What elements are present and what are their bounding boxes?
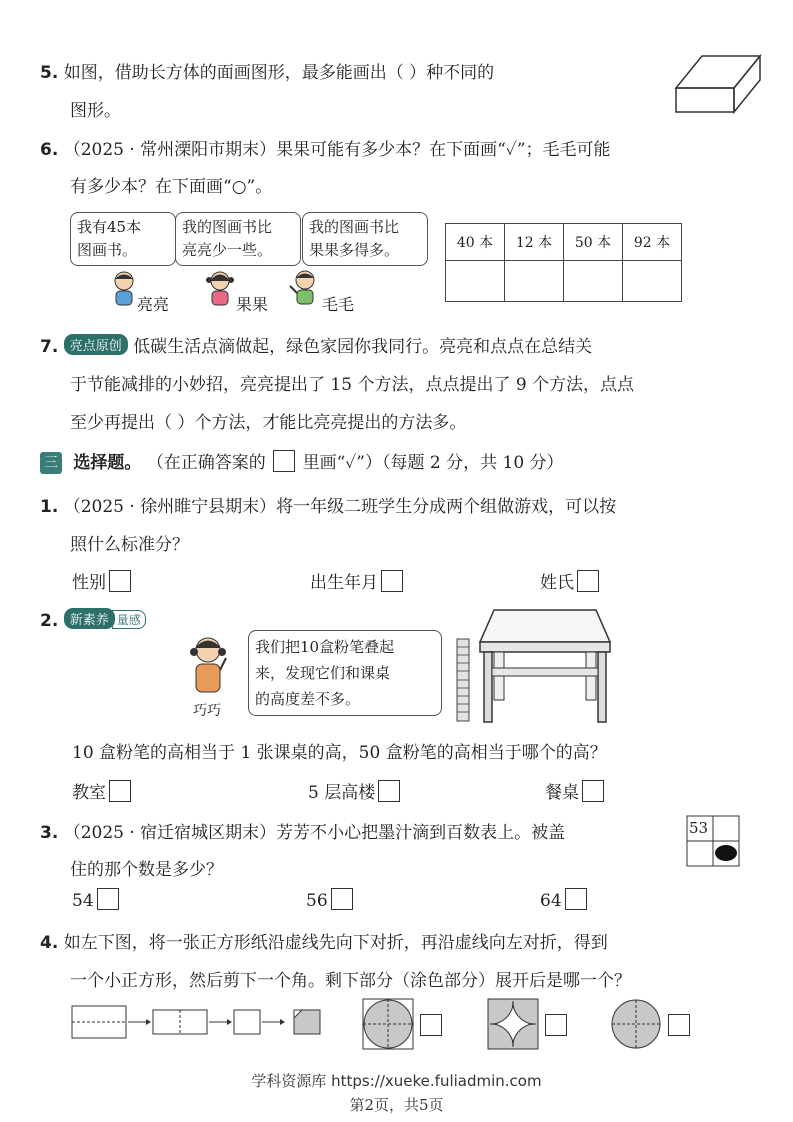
desk-icon	[476, 606, 614, 724]
answer-box[interactable]	[577, 570, 599, 592]
table-header-cell: 50 本	[564, 224, 623, 261]
answer-cell[interactable]	[505, 261, 564, 302]
name-maomao: 毛毛	[322, 295, 355, 314]
cuboid-figure	[672, 50, 764, 116]
answer-cell[interactable]	[623, 261, 682, 302]
section-header	[40, 448, 564, 474]
q5-line1	[40, 58, 494, 83]
table-header-cell: 12 本	[505, 224, 564, 261]
answer-box[interactable]	[97, 888, 119, 910]
option-label: 出生年月	[310, 573, 378, 593]
c1-option-surname	[540, 568, 599, 593]
q7-number: 7.	[40, 337, 59, 357]
answer-box[interactable]	[331, 888, 353, 910]
kid-liangliang-icon	[110, 270, 138, 308]
kid-guoguo-icon	[205, 270, 235, 308]
option-label: 54	[72, 891, 94, 911]
answer-box[interactable]	[582, 780, 604, 802]
c4-line1	[40, 928, 608, 953]
watermark-text: 学科资源库 https://xueke.fuliadmin.com	[251, 1072, 542, 1090]
bubble-text: 我有45本 图画书。	[77, 218, 142, 259]
literacy-badge: 新素养	[64, 608, 115, 629]
c4-line2: 一个小正方形，然后剪下一个角。剩下部分（涂色部分）展开后是哪一个？	[70, 971, 631, 991]
option-label: 64	[540, 891, 562, 911]
option-label: 5 层高楼	[308, 783, 376, 803]
answer-box[interactable]	[109, 780, 131, 802]
table-header-cell: 40 本	[446, 224, 505, 261]
c3-line1	[40, 818, 565, 843]
q7-line3: 至少再提出（ ）个方法，才能比亮亮提出的方法多。	[70, 413, 467, 433]
q6-line1	[40, 135, 611, 160]
section-number-icon: 三	[40, 452, 62, 474]
name-qiaoqiao: 巧巧	[193, 703, 221, 719]
c3-number: 3.	[40, 823, 59, 843]
q6-number: 6.	[40, 140, 59, 160]
name-liangliang: 亮亮	[137, 295, 170, 314]
table-header-cell: 92 本	[623, 224, 682, 261]
speech-bubble-maomao	[302, 212, 428, 266]
c2-number: 2.	[40, 611, 59, 631]
speech-bubble-qiaoqiao	[248, 630, 442, 716]
option-b-figure	[487, 998, 539, 1050]
answer-cell[interactable]	[446, 261, 505, 302]
c1-line1	[40, 492, 616, 517]
c1-line2: 照什么标准分？	[70, 535, 189, 555]
section-title: 选择题。	[73, 453, 142, 473]
bubble-text: 我们把10盒粉笔叠起 来，发现它们和课桌 的高度差不多。	[255, 638, 395, 708]
c3-line2: 住的那个数是多少？	[70, 860, 223, 880]
page-number: 第2页，共5页	[349, 1096, 444, 1114]
chalk-stack-icon	[456, 638, 470, 722]
q6-text: （2025 · 常州溧阳市期末）果果可能有多少本？在下面画“✓”；毛毛可能	[63, 140, 611, 160]
answer-box[interactable]	[565, 888, 587, 910]
q5-line2: 图形。	[70, 101, 121, 121]
answer-box-option-c[interactable]	[668, 1014, 690, 1036]
c2-option-classroom	[72, 778, 131, 803]
option-label: 餐桌	[545, 783, 579, 803]
quantity-badge: 量感	[112, 610, 146, 629]
q5-text: 如图，借助长方体的面画图形，最多能画出（ ）种不同的	[63, 63, 495, 83]
option-a-figure	[362, 998, 414, 1050]
c3-option-56	[306, 888, 353, 911]
answer-box[interactable]	[381, 570, 403, 592]
c3-option-54	[72, 888, 119, 911]
answer-box-option-b[interactable]	[545, 1014, 567, 1036]
c3-text: （2025 · 宿迁宿城区期末）芳芳不小心把墨汁滴到百数表上。被盖	[63, 823, 566, 843]
c1-option-gender	[72, 568, 131, 593]
sample-box-icon	[273, 450, 295, 472]
answer-box[interactable]	[378, 780, 400, 802]
speech-bubble-guoguo	[175, 212, 301, 266]
c4-number: 4.	[40, 933, 59, 953]
c1-option-birth	[310, 568, 403, 593]
section-note-a: （在正确答案的	[146, 453, 266, 473]
kid-qiaoqiao-icon	[186, 632, 230, 698]
folding-steps-diagram	[70, 1004, 330, 1042]
speech-bubble-liangliang	[70, 212, 176, 266]
q7-text: 低碳生活点滴做起，绿色家园你我同行。亮亮和点点在总结关	[133, 337, 593, 357]
original-badge: 亮点原创	[64, 334, 128, 355]
c1-text: （2025 · 徐州睢宁县期末）将一年级二班学生分成两个组做游戏，可以按	[63, 497, 617, 517]
c1-number: 1.	[40, 497, 59, 517]
answer-cell[interactable]	[564, 261, 623, 302]
bubble-text: 我的图画书比 亮亮少一些。	[182, 218, 273, 259]
option-label: 56	[306, 891, 328, 911]
c4-text: 如左下图，将一张正方形纸沿虚线先向下对折，再沿虚线向左对折，得到	[63, 933, 608, 953]
c2-line1	[40, 608, 146, 631]
answer-box-option-a[interactable]	[420, 1014, 442, 1036]
q6-line2: 有多少本？在下面画“○”。	[70, 177, 273, 197]
c2-option-dining-table	[545, 778, 604, 803]
c3-option-64	[540, 888, 587, 911]
option-label: 性别	[72, 573, 106, 593]
q7-line2: 于节能减排的小妙招，亮亮提出了 15 个方法，点点提出了 9 个方法，点点	[70, 375, 635, 395]
q7-line1	[40, 332, 592, 357]
bubble-text: 我的图画书比 果果多得多。	[309, 218, 400, 259]
answer-box[interactable]	[109, 570, 131, 592]
option-label: 姓氏	[540, 573, 574, 593]
c2-option-building	[308, 778, 400, 803]
option-c-figure	[610, 998, 662, 1050]
book-count-table	[445, 223, 682, 302]
q5-number: 5.	[40, 63, 59, 83]
c2-question: 10 盒粉笔的高相当于 1 张课桌的高，50 盒粉笔的高相当于哪个的高？	[72, 743, 607, 763]
name-guoguo: 果果	[236, 295, 269, 314]
kid-maomao-icon	[288, 268, 322, 308]
section-note-b: 里画“✓”）（每题 2 分，共 10 分）	[302, 453, 564, 473]
option-label: 教室	[72, 783, 106, 803]
grid-number-53: 53	[689, 819, 709, 837]
